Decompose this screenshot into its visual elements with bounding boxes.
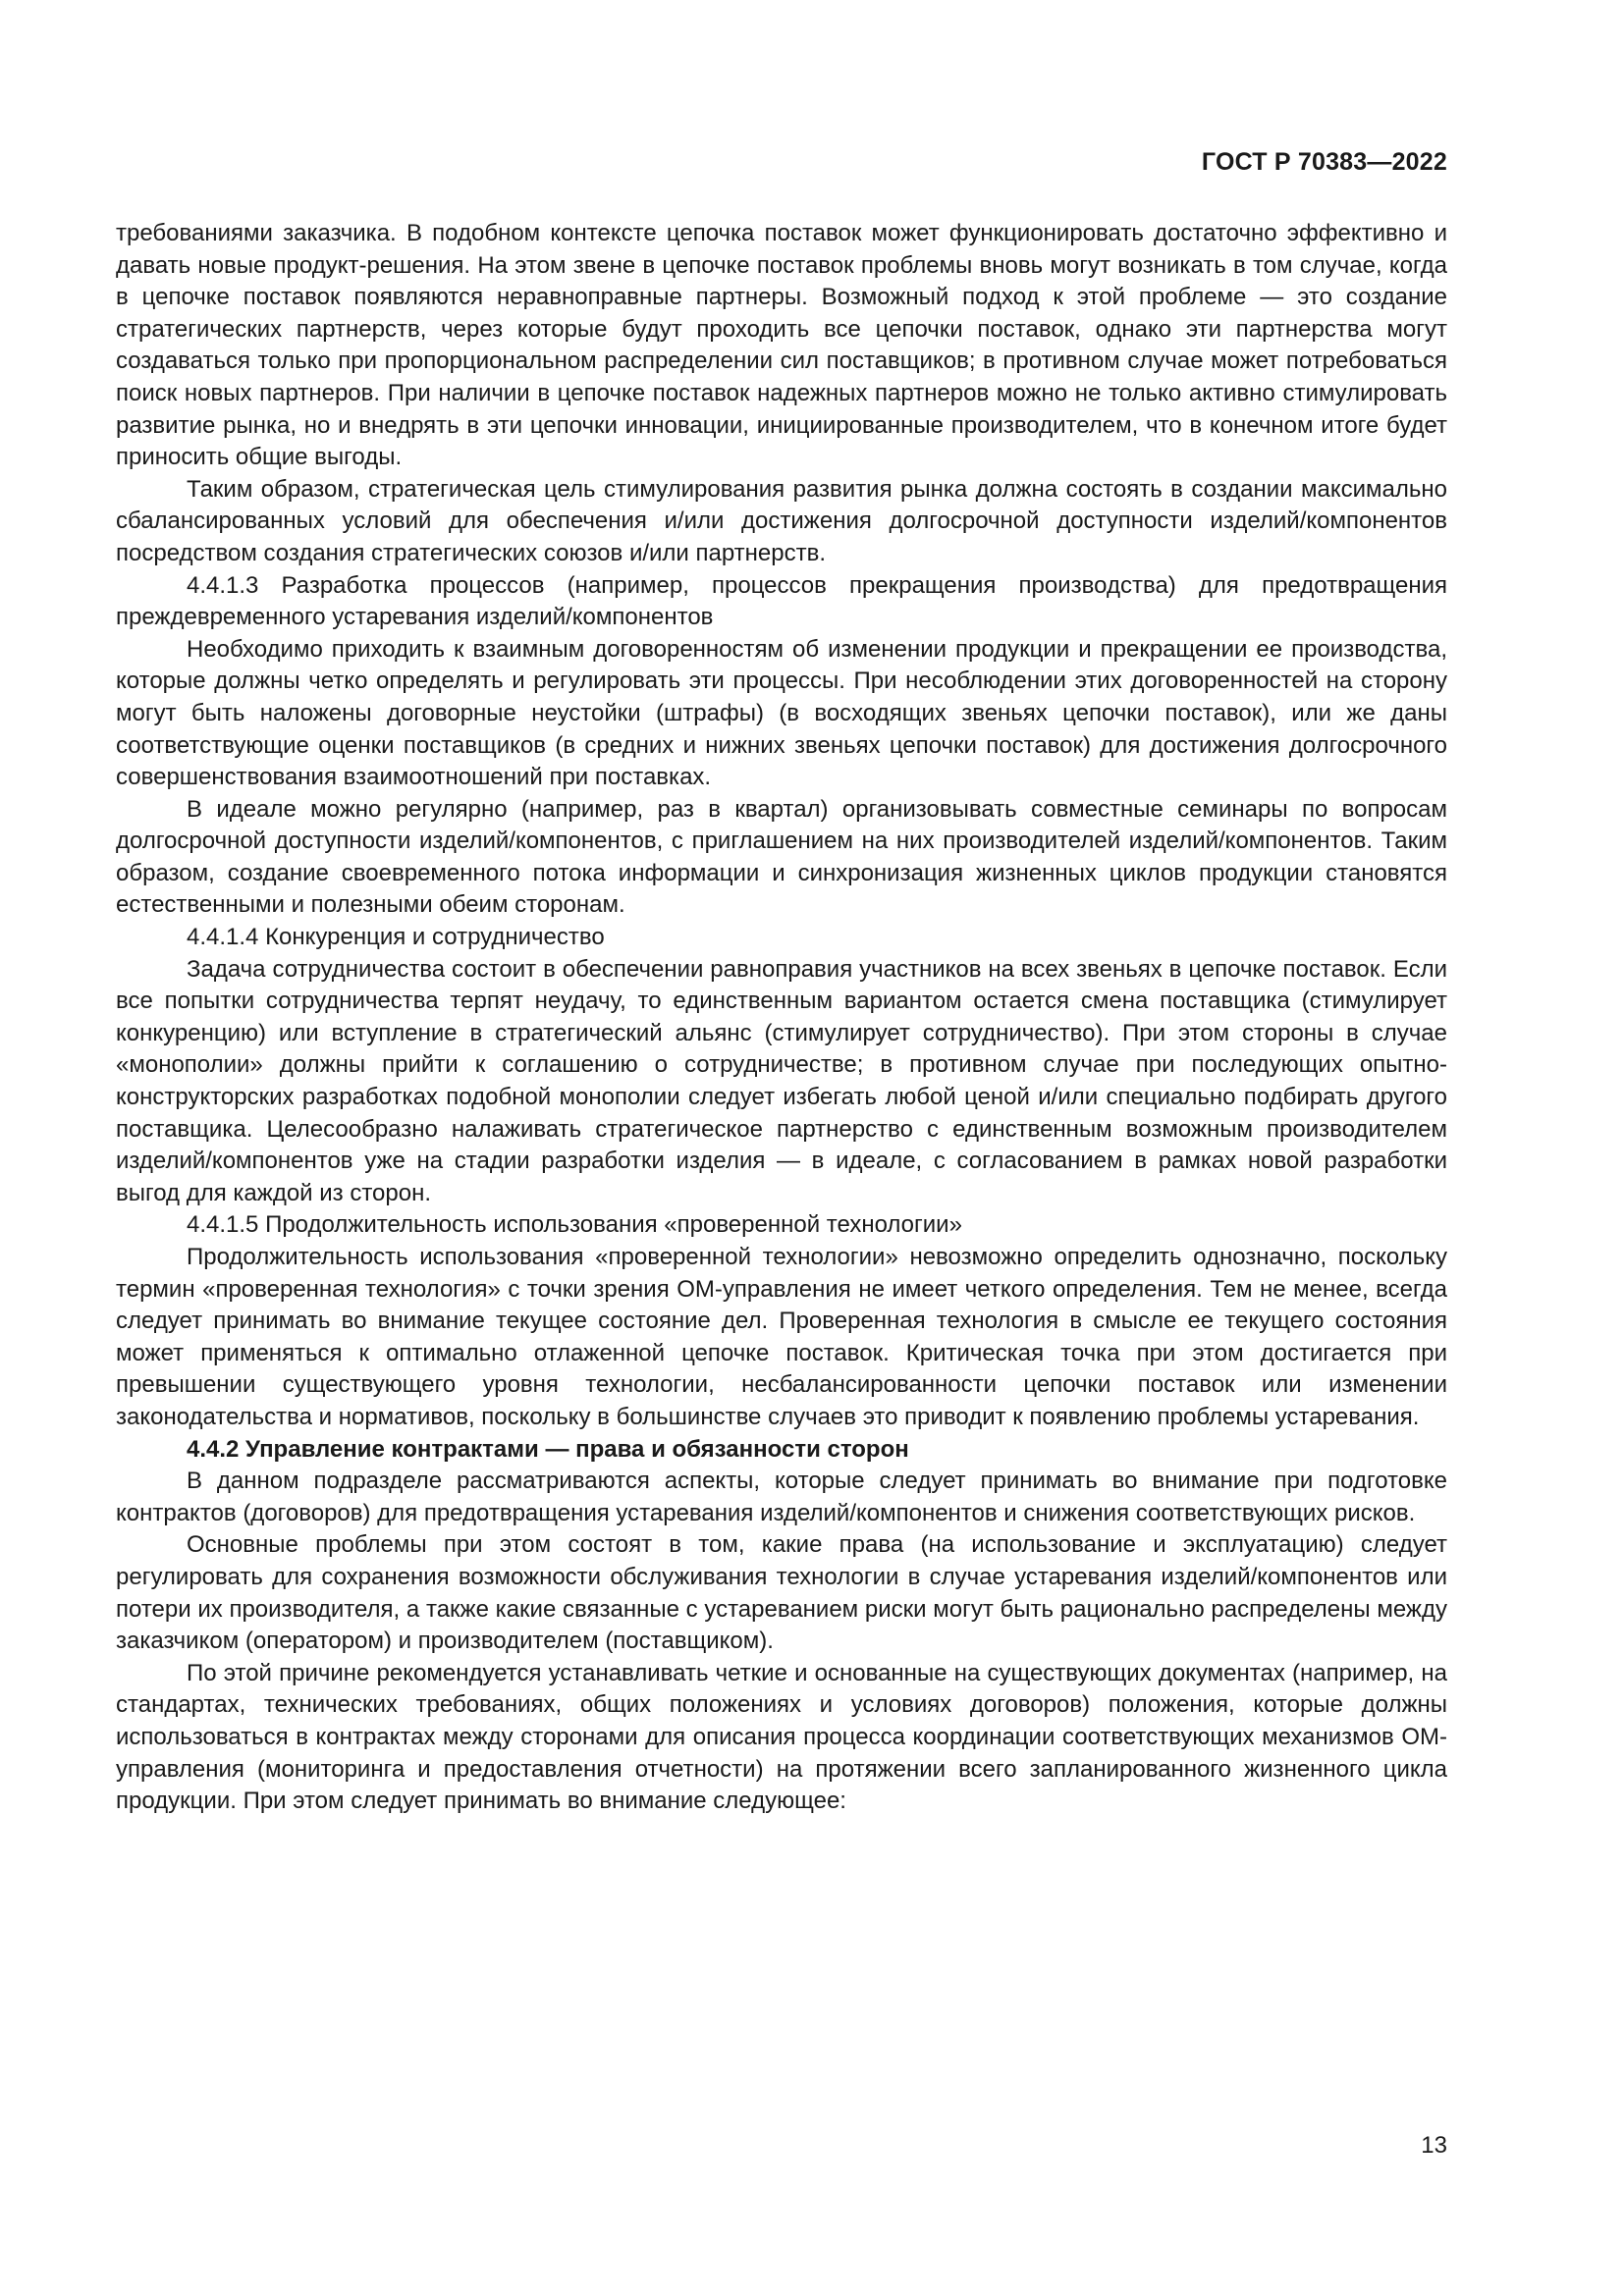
paragraph: В данном подразделе рассматриваются аспекты, которые следует принимать во внимание при подготовке контрактов (договоров) для предотвращения устаревания изделий/компонентов и снижения соответствующих рисков. bbox=[116, 1468, 1447, 1526]
section-heading-4-4-2: 4.4.2 Управление контрактами — права и обязанности сторон bbox=[187, 1435, 909, 1463]
section-heading-4-4-1-3: 4.4.1.3 Разработка процессов (например, процессов прекращения производства) для предотвращения преждевременного устаревания изделий/компонентов bbox=[116, 571, 1447, 631]
document-page bbox=[116, 0, 1447, 2296]
document-header-title: ГОСТ Р 70383—2022 bbox=[1201, 148, 1447, 176]
paragraph: В идеале можно регулярно (например, раз в квартал) организовывать совместные семинары по вопросам долгосрочной доступности изделий/компонентов, с приглашением на них производителей изделий/компонентов. Таким образом, создание своевременного потока информации и синхронизация жизненных циклов продукции становятся естественными и полезными обеим сторонам. bbox=[116, 795, 1447, 919]
document-body bbox=[116, 218, 1447, 1818]
section-heading-4-4-1-5: 4.4.1.5 Продолжительность использования «проверенной технологии» bbox=[187, 1211, 962, 1239]
paragraph: Основные проблемы при этом состоят в том, какие права (на использование и эксплуатацию) следует регулировать для сохранения возможности обслуживания технологии в случае устаревания изделий/компонентов или потери их производителя, а также какие связанные с устареванием риски могут быть рационально распределены между заказчиком (оператором) и производителем (поставщиком). bbox=[116, 1531, 1447, 1655]
page-number: 13 bbox=[1421, 2132, 1447, 2159]
paragraph: Таким образом, стратегическая цель стимулирования развития рынка должна состоять в создании максимально сбалансированных условий для обеспечения и/или достижения долгосрочной доступности изделий/компонентов посредством создания стратегических союзов и/или партнерств. bbox=[116, 475, 1447, 566]
paragraph: Задача сотрудничества состоит в обеспечении равноправия участников на всех звеньях в цепочке поставок. Если все попытки сотрудничества терпят неудачу, то единственным вариантом остается смена поставщика (стимулирует конкуренцию) или вступление в стратегический альянс (стимулирует сотрудничество). При этом стороны в случае «монополии» должны прийти к соглашению о сотрудничестве; в противном случае при последующих опытно-конструкторских разработках подобной монополии следует избегать любой ценой и/или специально подбирать другого поставщика. Целесообразно налаживать стратегическое партнерство с единственным возможным производителем изделий/компонентов уже на стадии разработки изделия — в идеале, с согласованием в рамках новой разработки выгод для каждой из сторон. bbox=[116, 955, 1447, 1206]
section-heading-4-4-1-4: 4.4.1.4 Конкуренция и сотрудничество bbox=[187, 924, 605, 951]
paragraph: Необходимо приходить к взаимным договоренностям об изменении продукции и прекращении ее производства, которые должны четко определять и регулировать эти процессы. При несоблюдении этих договоренностей на сторону могут быть наложены договорные неустойки (штрафы) (в восходящих звеньях цепочки поставок), или же даны соответствующие оценки поставщиков (в средних и нижних звеньях цепочки поставок) для достижения долгосрочного совершенствования взаимоотношений при поставках. bbox=[116, 635, 1447, 791]
paragraph: Продолжительность использования «проверенной технологии» невозможно определить однозначно, поскольку термин «проверенная технология» с точки зрения ОМ-управления не имеет четкого определения. Тем не менее, всегда следует принимать во внимание текущее состояние дел. Проверенная технология в смысле ее текущего состояния может применяться к оптимально отлаженной цепочке поставок. Критическая точка при этом достигается при превышении существующего уровня технологии, несбалансированности цепочки поставок или изменении законодательства и нормативов, поскольку в большинстве случаев это приводит к появлению проблемы устаревания. bbox=[116, 1244, 1447, 1430]
paragraph-continuation: требованиями заказчика. В подобном контексте цепочка поставок может функционировать достаточно эффективно и давать новые продукт-решения. На этом звене в цепочке поставок проблемы вновь могут возникать в том случае, когда в цепочке поставок появляются неравноправные партнеры. Возможный подход к этой проблеме — это создание стратегических партнерств, через которые будут проходить все цепочки поставок, однако эти партнерства могут создаваться только при пропорциональном распределении сил поставщиков; в противном случае может потребоваться поиск новых партнеров. При наличии в цепочке поставок надежных партнеров можно не только активно стимулировать развитие рынка, но и внедрять в эти цепочки инновации, инициированные производителем, что в конечном итоге будет приносить общие выгоды. bbox=[116, 220, 1447, 471]
paragraph: По этой причине рекомендуется устанавливать четкие и основанные на существующих документах (например, на стандартах, технических требованиях, общих положениях и условиях договоров) положения, которые должны использоваться в контрактах между сторонами для описания процесса координации соответствующих механизмов ОМ-управления (мониторинга и предоставления отчетности) на протяжении всего запланированного жизненного цикла продукции. При этом следует принимать во внимание следующее: bbox=[116, 1659, 1447, 1815]
